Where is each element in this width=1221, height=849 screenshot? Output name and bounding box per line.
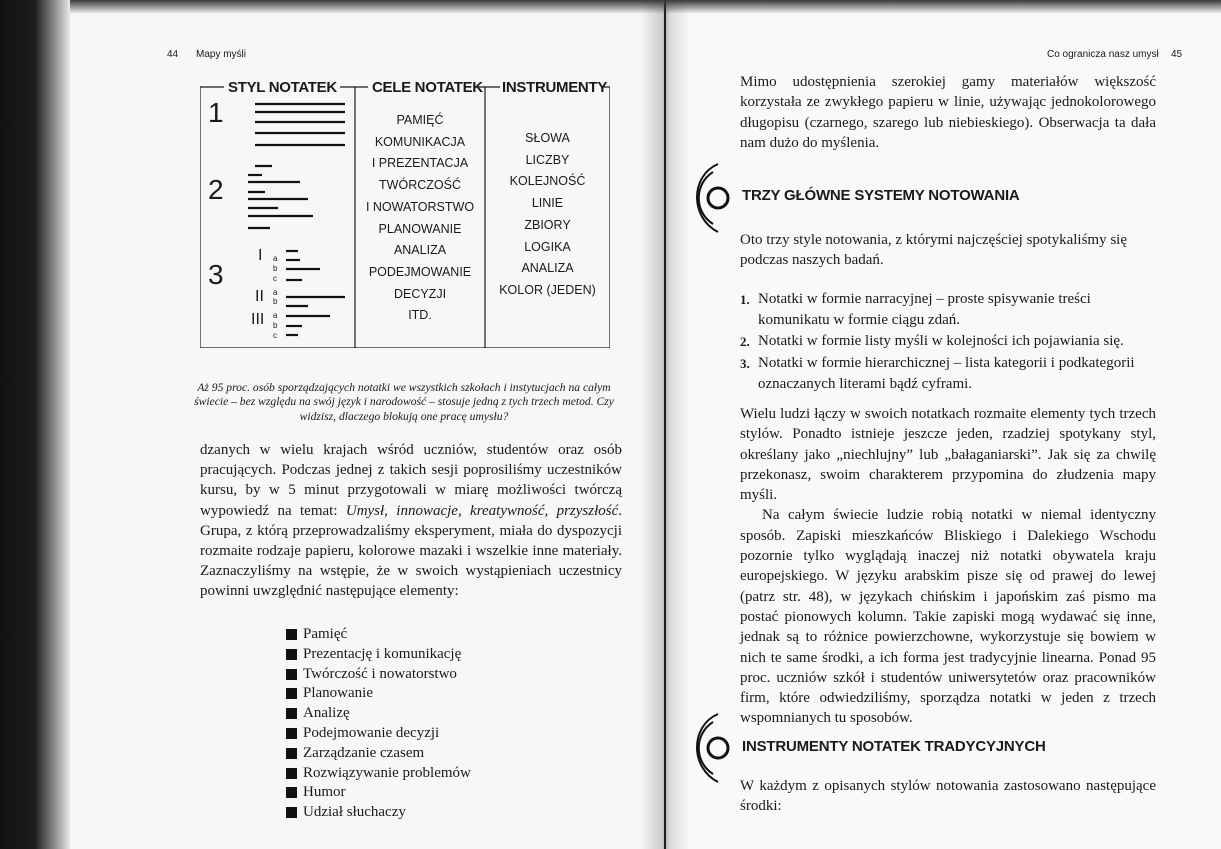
left-body-paragraph [200, 440, 622, 602]
letter-b: b [273, 264, 278, 273]
section-ornament-icon [682, 160, 730, 238]
bullet-item: Twórczość i nowatorstwo [286, 665, 471, 685]
paragraph-italic: Umysł, innowacje, kreatywność, przyszłość [345, 502, 619, 519]
elements-bullet-list [286, 625, 471, 823]
heading-three-systems: TRZY GŁÓWNE SYSTEMY NOTOWANIA [742, 187, 1020, 204]
goal-item: DECYZJI [393, 286, 447, 301]
section1-intro [740, 230, 1156, 271]
right-intro-paragraph [740, 72, 1156, 153]
section-ornament-icon [682, 710, 730, 788]
right-page-number: 45 [1171, 49, 1183, 60]
heading-traditional-tools: INSTRUMENTY NOTATEK TRADYCYJNYCH [742, 738, 1046, 755]
style-number-1: 1 [208, 97, 224, 128]
goal-item: TWÓRCZOŚĆ [379, 178, 461, 193]
bullet-item: Podejmowanie decyzji [286, 724, 471, 744]
letter-a: a [273, 288, 278, 297]
header-cele-notatek: CELE NOTATEK [372, 79, 483, 96]
list-item [740, 289, 1160, 331]
goals-column [355, 110, 485, 327]
bullet-item: Humor [286, 783, 471, 803]
letter-c: c [273, 274, 277, 283]
bullet-item: Planowanie [286, 684, 471, 704]
paragraph-end: . Grupa, z którą przeprowadzaliśmy eksperyment, miała do dyspozycji rozmaite rodzaje papieru, kolorowe mazaki i wszelkie inne materiały. Zaznaczyliśmy na wstępie, że w swoich wystąpieniach uczestnicy powinni uwzględnić następujące elementy: [200, 502, 622, 600]
section2-intro-text: W każdym z opisanych stylów notowania zastosowano następujące środki: [740, 778, 1156, 815]
bullet-item: Udział słuchaczy [286, 803, 471, 823]
instruments-column [485, 128, 610, 302]
header-styl-notatek: STYL NOTATEK [228, 79, 337, 96]
goal-item: PLANOWANIE [378, 221, 462, 236]
instrument-item: LICZBY [525, 152, 570, 167]
instrument-item: LOGIKA [524, 239, 571, 254]
style-number-3: 3 [208, 259, 224, 290]
letter-b: b [273, 321, 278, 330]
paragraph-2: Na całym świecie ludzie robią notatki w niemal identyczny sposób. Zapiski mieszkańców Bliskiego i Dalekiego Wschodu pozornie tylko wyglądają inaczej niż notatki obywatela kraju europejskiego. W języku arabskim pisze się od prawej do lewej (patrz str. 48), w językach chińskim i japońskim zaś pismo ma postać pionowych kolumn. Takie zapiski mogą wydawać się inne, jednak są to różnice powierzchowne, wykorzystuje się bowiem w nich te same środki, a ich forma jest tradycyjnie linearna. Ponad 95 proc. uczniów szkół i studentów uniwersytetów oraz pracowników firm, które odwiedziliśmy, sporządza notatki w jeden z trzech wspomnianych tu sposobów. [740, 507, 1156, 727]
right-running-head: Co ogranicza nasz umysł [1047, 49, 1159, 60]
left-running-head: Mapy myśli [196, 49, 247, 60]
note-styles-figure [200, 79, 610, 348]
paragraph-start: dzanych w wielu krajach wśród uczniów, studentów oraz osób pracujących. Podczas jednej z takich sesji poprosiliśmy uczestników kursu, by w 5 minut przygotowali w miarę możliwości twórczą wypowiedź na temat: [200, 442, 622, 519]
instrument-item: KOLOR (JEDEN) [499, 282, 596, 297]
list-text: Notatki w formie listy myśli w kolejności ich pojawiania się. [758, 333, 1124, 350]
bullet-item: Pamięć [286, 625, 471, 645]
list-item [740, 353, 1160, 395]
instrument-item: ZBIORY [524, 217, 571, 232]
list-text: Notatki w formie narracyjnej – proste spisywanie treści komunikatu w formie ciągu zdań. [758, 291, 1091, 329]
goal-item: ANALIZA [393, 243, 447, 258]
header-instrumenty: INSTRUMENTY [502, 79, 608, 96]
style-number-2: 2 [208, 174, 224, 205]
figure-caption: Aż 95 proc. osób sporządzających notatki we wszystkich szkołach i instytucjach na całym świecie – bez względu na swój język i narodowość – stosuje jedną z tych trzech metod. Czy widzisz, dlaczego blokują one pracę umysłu? [194, 381, 614, 423]
bullet-item: Zarządzanie czasem [286, 744, 471, 764]
goal-item: KOMUNIKACJA [374, 134, 466, 149]
letter-c: c [273, 331, 277, 340]
top-shadow [70, 0, 1221, 14]
letter-a: a [273, 254, 278, 263]
instrument-item: SŁOWA [525, 131, 570, 145]
instrument-item: ANALIZA [521, 261, 574, 276]
letter-b: b [273, 297, 278, 306]
section1-intro-text: Oto trzy style notowania, z którymi najczęściej spotykaliśmy się podczas naszych badań. [740, 232, 1127, 269]
goal-item: PODEJMOWANIE [368, 264, 472, 279]
bullet-item: Prezentację i komunikację [286, 645, 471, 665]
goal-item: I NOWATORSTWO [365, 199, 475, 214]
paragraph-1: Wielu ludzi łączy w swoich notatkach rozmaite elementy tych trzech stylów. Ponadto istnieje jeszcze jeden, rzadziej spotykany styl, określany jako „niechlujny” lub „bałaganiarski”. Jak się za chwilę przekonasz, swoim charakterem przypomina do złudzenia mapy myśli. [740, 406, 1156, 504]
list-number: 1. [740, 292, 750, 307]
goal-item: I PREZENTACJA [371, 156, 469, 171]
goal-item: ITD. [408, 308, 432, 323]
list-number: 3. [740, 355, 750, 371]
letter-a: a [273, 311, 278, 320]
list-item [740, 331, 1160, 352]
roman-III: III [251, 311, 265, 328]
bullet-item: Rozwiązywanie problemów [286, 764, 471, 784]
note-styles-list [740, 289, 1160, 395]
list-number: 2. [740, 334, 750, 350]
instrument-item: LINIE [531, 196, 564, 211]
section2-intro [740, 776, 1156, 817]
goal-item: PAMIĘĆ [396, 113, 444, 127]
bullet-item: Analizę [286, 704, 471, 724]
roman-I: I [258, 247, 263, 264]
right-body-paragraphs [740, 404, 1156, 729]
intro-text: Mimo udostępnienia szerokiej gamy materiałów większość korzystała ze zwykłego papieru w linie, używając jednokolorowego długopisu (czarnego, szarego lub niebieskiego). Obserwacja ta dała nam dużo do myślenia. [740, 74, 1156, 151]
list-text: Notatki w formie hierarchicznej – lista kategorii i podkategorii oznaczanych literami bądź cyframi. [758, 354, 1135, 392]
roman-II: II [255, 288, 264, 305]
book-edge [0, 0, 70, 849]
left-page-number: 44 [167, 49, 179, 60]
instrument-item: KOLEJNOŚĆ [509, 174, 586, 189]
